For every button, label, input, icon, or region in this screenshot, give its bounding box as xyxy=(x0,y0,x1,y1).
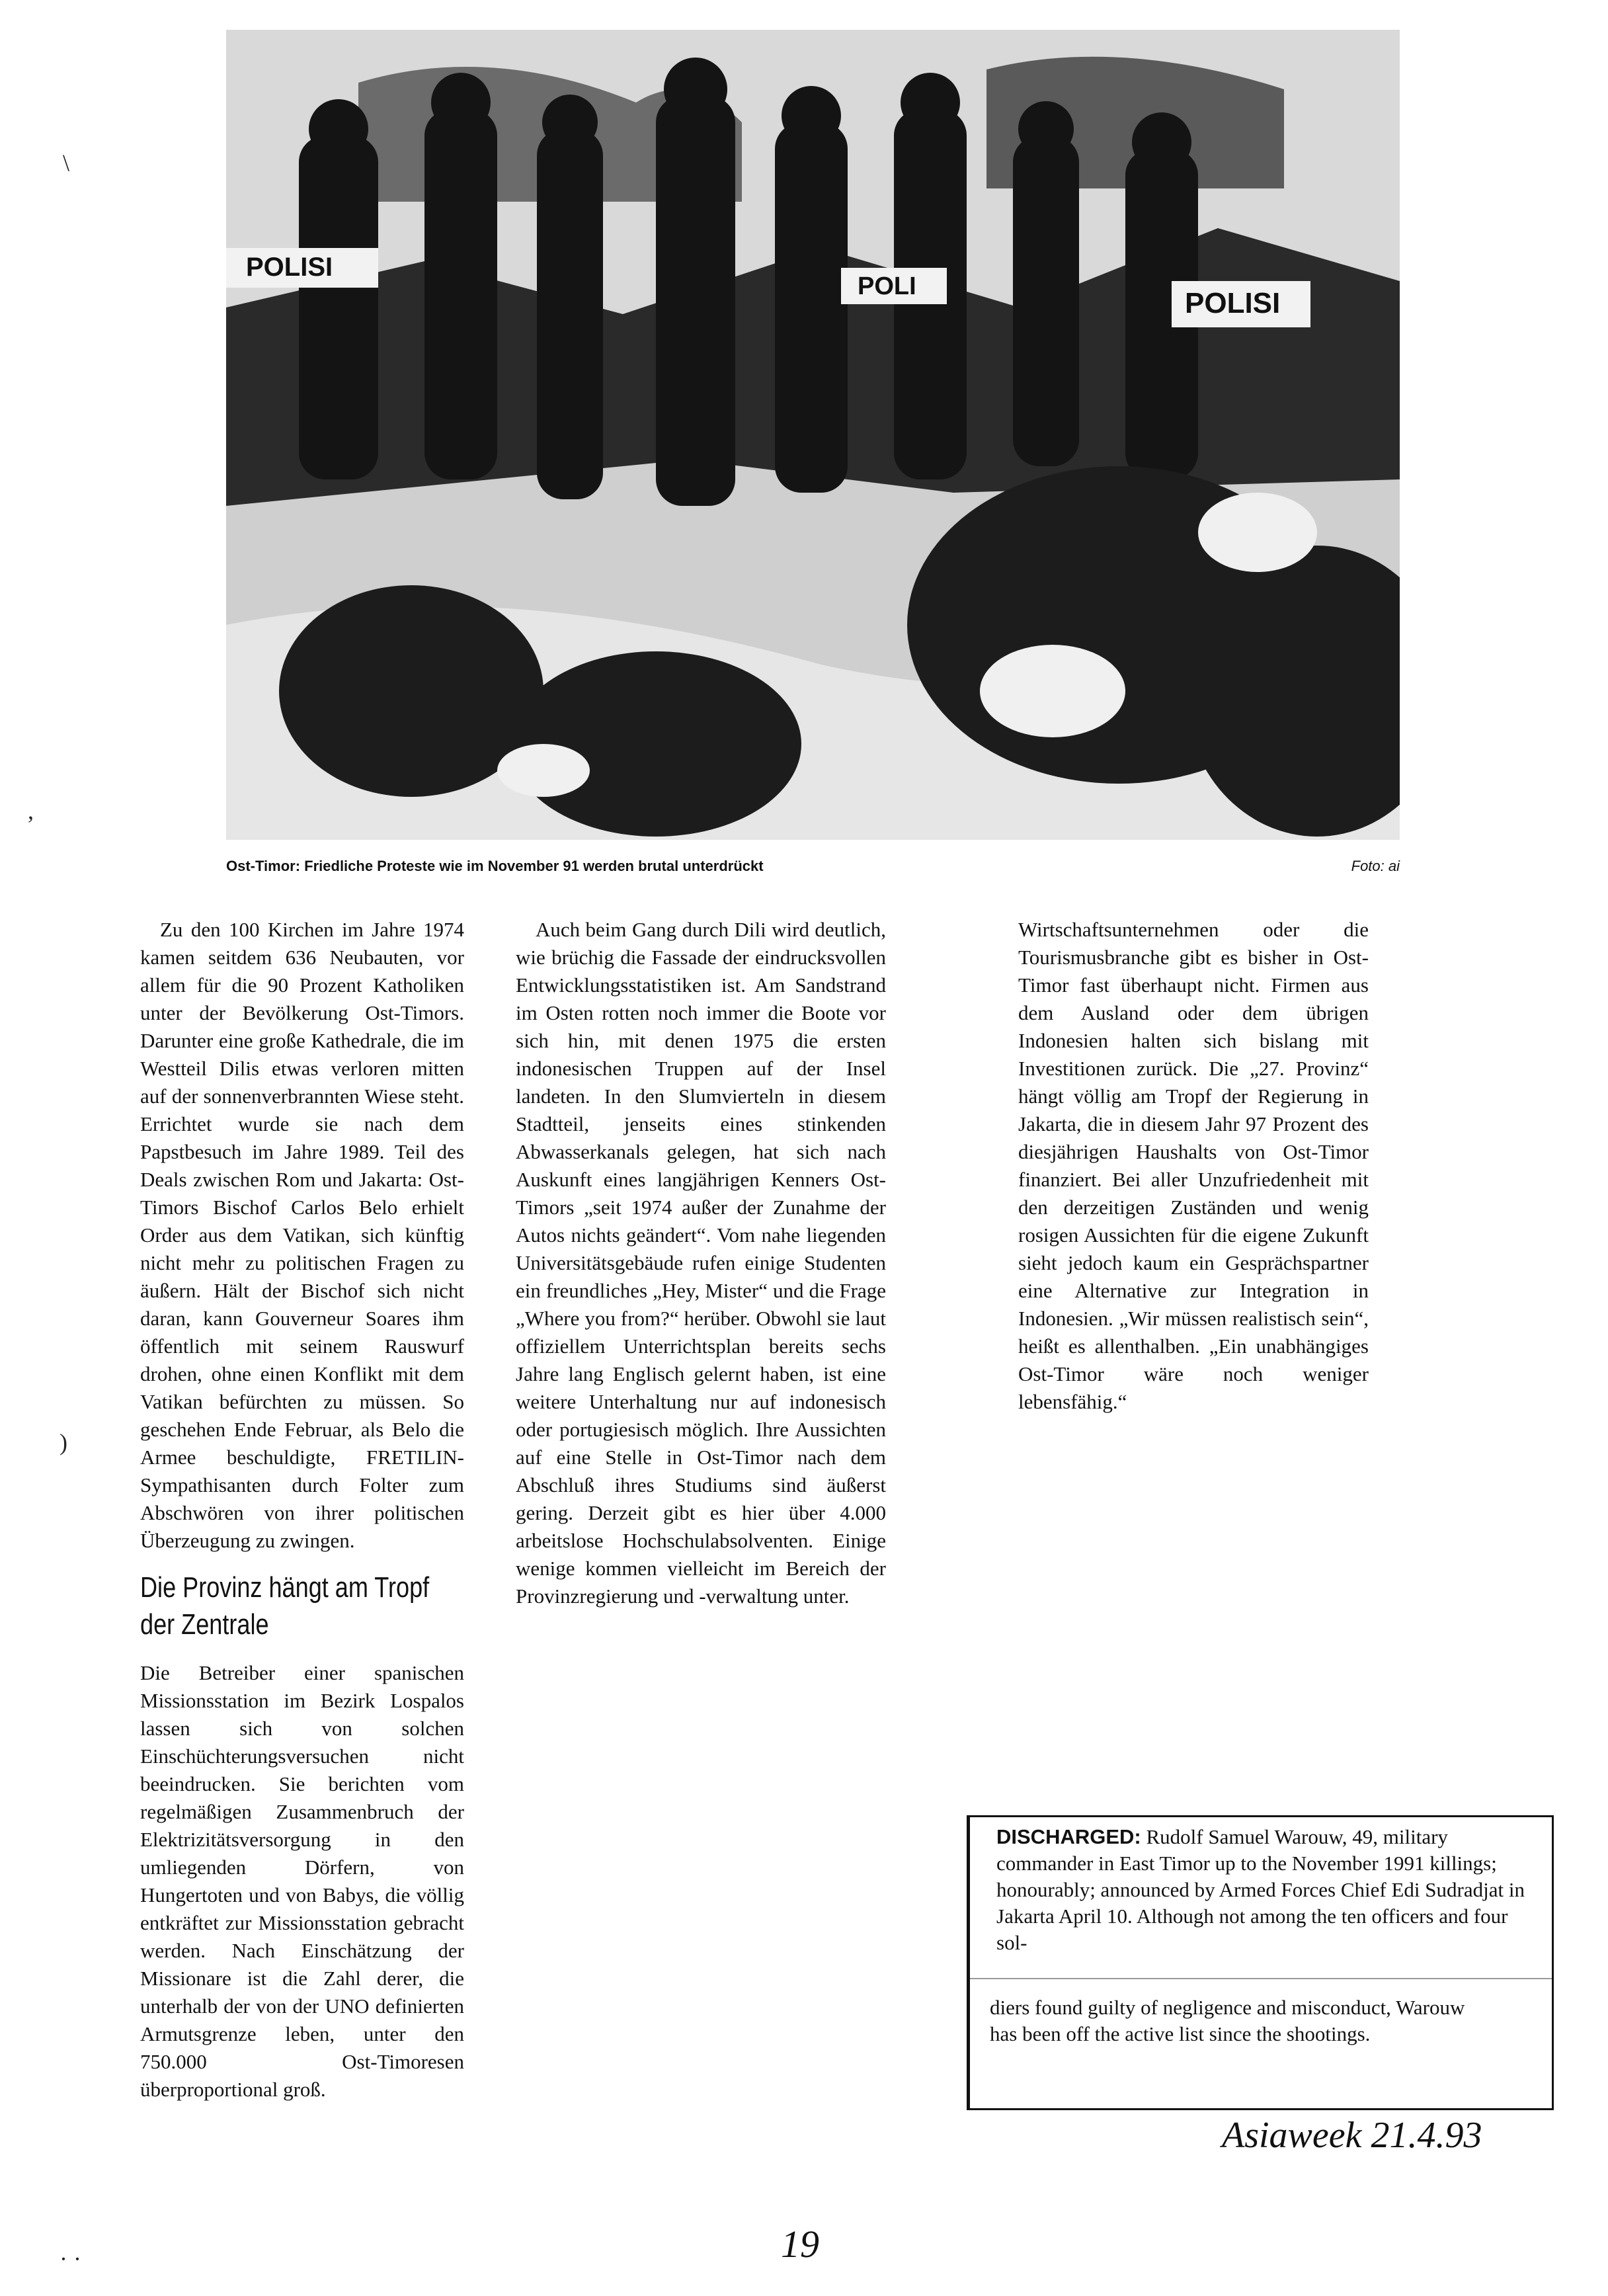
photo-caption xyxy=(226,858,1400,884)
article-column-1 xyxy=(140,916,464,2104)
news-photo xyxy=(226,30,1400,840)
caption-text: Ost-Timor: Friedliche Proteste wie im November 91 werden brutal unterdrückt xyxy=(226,858,764,874)
column1-paragraph-2: Die Betreiber einer spanischen Missionsstation im Bezirk Lospalos lassen sich von solchen Einschüchterungsversuchen nicht beeindrucken. Sie berichten vom regelmäßigen Zusammenbruch der Elektrizitätsversorgung in den umliegenden Dörfern, von Hungertoten und von Babys, die völlig entkräftet zur Missionsstation gebracht werden. Nach Einschätzung der Missionare ist die Zahl derer, die unterhalb der von der UNO definierten Armutsgrenze leben, unter den 750.000 Ost-Timoresen überproportional groß. xyxy=(140,1661,464,2101)
protest-photo-icon xyxy=(226,30,1400,840)
scan-mark-icon: , xyxy=(28,798,34,824)
article-column-3 xyxy=(1018,916,1369,1416)
svg-text:POLISI: POLISI xyxy=(246,253,333,282)
clipping-part-1 xyxy=(996,1824,1532,1956)
asiaweek-clipping xyxy=(967,1815,1554,2110)
clipping-text-1: Rudolf Samuel Warouw, 49, military commander in East Timor up to the November 1991 killings; honourably; announced by Armed Forces Chief Edi Sudradjat in Jakarta April 10. Although not among the ten officers and four sol- xyxy=(996,1825,1525,1954)
scan-mark-icon: \ xyxy=(63,149,70,176)
clipping-cut-line xyxy=(970,1978,1552,1979)
column2-paragraph-1: Auch beim Gang durch Dili wird deutlich, wie brüchig die Fassade der eindrucksvollen Entwicklungsstatistiken ist. Am Sandstrand im Osten rotten noch immer die Boote vor sich hin, mit denen 1975 die ersten indonesischen Truppen auf der Insel landeten. In den Slumvierteln in diesem Stadtteil, jenseits eines stinkenden Abwasserkanals gelegen, hat sich nach Auskunft eines langjährigen Kenners Ost-Timors „seit 1974 außer der Zunahme der Autos nichts geändert“. Vom nahe liegenden Universitätsgebäude rufen einige Studenten ein freundliches „Hey, Mister“ und die Frage „Where you from?“ herüber. Obwohl sie laut offiziellem Unterrichtsplan bereits sechs Jahre lang Englisch gelernt haben, ist eine weitere Unterhaltung nur auf indonesisch oder portugiesisch möglich. Ihre Aussichten auf eine Stelle in Ost-Timor nach dem Abschluß ihres Studiums sind äußerst gering. Derzeit gibt es hier über 4.000 arbeitslose Hochschulabsolventen. Einige wenige kommen vielleicht im Bereich der Provinzregierung und -verwaltung unter. xyxy=(516,918,886,1608)
scan-mark-icon: · · xyxy=(60,2246,81,2272)
article-column-2 xyxy=(516,916,886,1610)
svg-text:POLI: POLI xyxy=(858,272,916,300)
page-number: 19 xyxy=(781,2223,819,2266)
clipping-text-2: diers found guilty of negligence and misconduct, Warouw has been off the active list since the shootings. xyxy=(990,1996,1465,2045)
section-subheading: Die Provinz hängt am Tropf der Zentrale xyxy=(140,1571,430,1641)
column3-paragraph-1: Wirtschaftsunternehmen oder die Tourismusbranche gibt es bisher in Ost-Timor fast überhaupt nicht. Firmen aus dem Ausland oder dem übrigen Indonesien halten sich bislang mit Investitionen zurück. Die „27. Provinz“ hängt völlig am Tropf der Regierung in Jakarta, die in diesem Jahr 97 Prozent des diesjährigen Haushalts von Ost-Timor finanziert. Bei aller Unzufriedenheit mit den derzeitigen Zuständen und wenig rosigen Aussichten für die eigene Zukunft sieht jedoch kaum ein Gesprächspartner eine Alternative zur Integration in Indonesien. „Wir müssen realistisch sein“, heißt es allenthalben. „Ein unabhängiges Ost-Timor wäre noch weniger lebensfähig.“ xyxy=(1018,918,1369,1413)
photo-credit: Foto: ai xyxy=(1351,858,1400,874)
svg-text:POLISI: POLISI xyxy=(1185,287,1281,319)
scan-mark-icon: ) xyxy=(60,1429,67,1456)
clipping-lead: DISCHARGED: xyxy=(996,1825,1141,1848)
signature-text: Asiaweek 21.4.93 xyxy=(1222,2115,1482,2156)
handwritten-signature xyxy=(1215,2106,1546,2162)
handwriting-icon xyxy=(1215,2106,1546,2162)
column1-paragraph-1: Zu den 100 Kirchen im Jahre 1974 kamen seitdem 636 Neubauten, vor allem für die 90 Prozent Katholiken unter der Bevölkerung Ost-Timors. Darunter eine große Kathedrale, die im Westteil Dilis etwas verloren mitten auf der sonnenverbrannten Wiese steht. Errichtet wurde sie nach dem Papstbesuch im Jahre 1989. Teil des Deals zwischen Rom und Jakarta: Ost-Timors Bischof Carlos Belo erhielt Order aus dem Vatikan, sich künftig nicht mehr zu politischen Fragen zu äußern. Hält der Bischof sich nicht daran, kann Gouverneur Soares ihm öffentlich mit seinem Rauswurf drohen, ohne einen Konflikt mit dem Vatikan befürchten zu müssen. So geschehen Ende Februar, als Belo die Armee beschuldigte, FRETILIN-Sympathisanten durch Folter zum Abschwören von ihrer politischen Überzeugung zu zwingen. xyxy=(140,918,464,1552)
